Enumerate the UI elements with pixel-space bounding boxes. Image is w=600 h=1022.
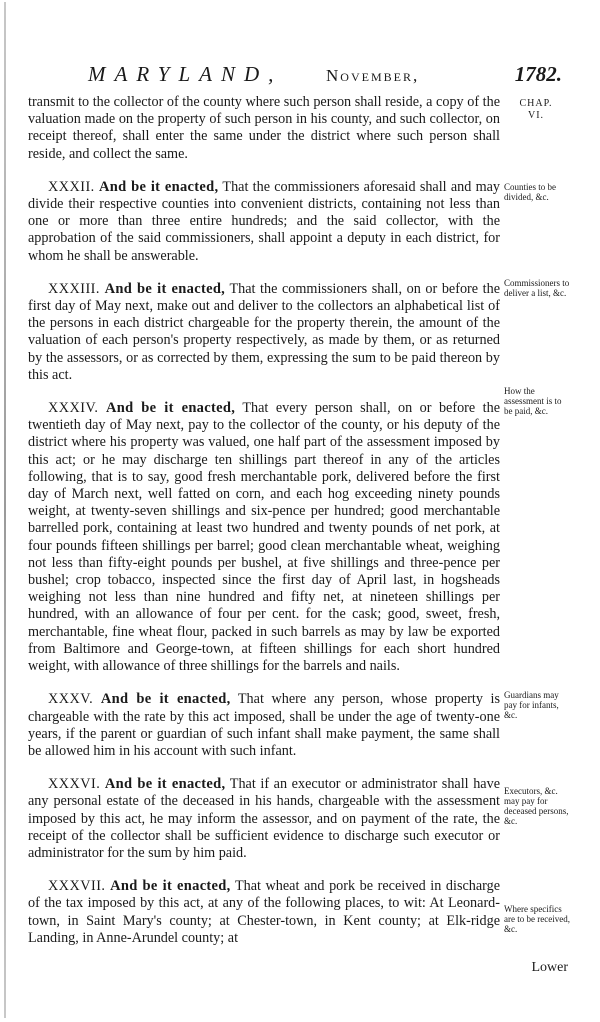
section-35 — [28, 691, 500, 760]
header-month: November, — [326, 66, 420, 85]
body-text — [28, 94, 500, 963]
catchword: Lower — [531, 960, 568, 975]
running-header — [88, 58, 562, 92]
chapter-number: VI. — [527, 110, 545, 121]
section-number: XXXIII. — [48, 280, 100, 297]
margin-note-35: Guardians may pay for infants, &c. — [504, 690, 559, 720]
section-text: That the commissioners aforesaid shall and may divide their respective counties into convenient districts, containing not less than one or more than three entire hundreds; and the said collector, with the approbation of the said commissioners, shall appoint a deputy in each district, for whom he shall be answerable. — [28, 178, 501, 264]
section-text: That every person shall, on or before the twentieth day of May next, pay to the collector of the county, or his deputy of the district where his property was valued, one half part of the assessment imposed by this act; or he may discharge ten shillings part thereof in any of the articles following, that is to say, good fresh merchantable pork, delivered before the first day of March next, well fatted on corn, and each hog exceeding ninety pounds weight, at twenty-seven shillings and six-pence per hundred; good merchantable barrelled pork, containing at least two hundred and twenty pounds of net pork, at four pounds fifteen shillings per barrel; good clean merchantable wheat, weighing not less than fifty-eight pounds per bushel, at five shillings and three-pence per bushel; crop tobacco, inspected since the first day of April last, in hogsheads weighing not less than nine hundred and fifty net, at nineteen shillings per hundred, with an allowance of four per cent. for the cask; good, sweet, fresh, merchantable, fine wheat flour, packed in such barrels as may by law be exported from Baltimore and George-town, at fifteen shillings for each short hundred weight, with allowance of three shillings for the barrels and nails. — [28, 400, 501, 675]
section-32 — [28, 179, 500, 265]
section-33 — [28, 281, 500, 384]
section-36 — [28, 776, 500, 862]
section-number: XXXVII. — [48, 878, 106, 895]
enacting-clause: And be it enacted, — [105, 400, 236, 417]
margin-note-36: Executors, &c. may pay for deceased persons, &c. — [504, 786, 569, 826]
enacting-clause: And be it enacted, — [104, 776, 226, 793]
enacting-clause: And be it enacted, — [110, 878, 231, 895]
section-34 — [28, 400, 500, 675]
margin-note-34: How the assessment is to be paid, &c. — [504, 386, 562, 416]
section-number: XXXV. — [48, 691, 94, 708]
page-edge — [4, 2, 6, 1018]
continuation-paragraph: transmit to the collector of the county where such person shall reside, a copy of the valuation made on the property of such person in his county, and such collector, on receipt thereof, shall enter the same under the district where such person shall reside, and collect the same. — [28, 94, 500, 162]
section-text: That the commissioners shall, on or before the first day of May next, make out and deliver to the collectors an alphabetical list of the persons in each district chargeable for the property therein, the amount of the valuation of each person's property respectively, as made by them, or as returned by the assessors, or as corrected by them, expressing the sum to be paid thereon by this act. — [28, 280, 500, 383]
header-state: MARYLAND, — [88, 62, 283, 86]
chapter-label: CHAP. — [519, 98, 553, 109]
section-text: That wheat and pork be received in discharge of the tax imposed by this act, at any of the following places, to wit: At Leonard-town, in Saint Mary's county; at Chester-town, in Kent county; at Elk-ridge Landing, in Anne-Arundel county; at — [28, 878, 501, 946]
margin-note-37: Where specifics are to be received, &c. — [504, 904, 570, 934]
section-text: That where any person, whose property is chargeable with the rate by this act imposed, shall be under the age of twenty-one years, if the parent or guardian of such infant shall make payment, the same shall be allowed him in his account with such infant. — [28, 691, 501, 759]
section-number: XXXVI. — [48, 776, 101, 793]
margin-note-33: Commissioners to deliver a list, &c. — [504, 278, 570, 298]
section-text: That if an executor or administrator shall have any personal estate of the deceased in his hands, chargeable with the assessment imposed by this act, he may inform the assessor, and on payment of the rate, the receipt of the collector shall be sufficient evidence to discharge such executor or administrator for the sum by him paid. — [28, 776, 500, 861]
enacting-clause: And be it enacted, — [104, 280, 226, 297]
margin-note-32: Counties to be divided, &c. — [504, 182, 556, 202]
section-number: XXXII. — [48, 178, 95, 195]
section-37 — [28, 878, 500, 947]
section-number: XXXIV. — [48, 400, 99, 417]
enacting-clause: And be it enacted, — [98, 178, 219, 195]
chapter-marker — [506, 98, 566, 122]
header-year: 1782. — [514, 62, 562, 86]
enacting-clause: And be it enacted, — [100, 691, 231, 708]
